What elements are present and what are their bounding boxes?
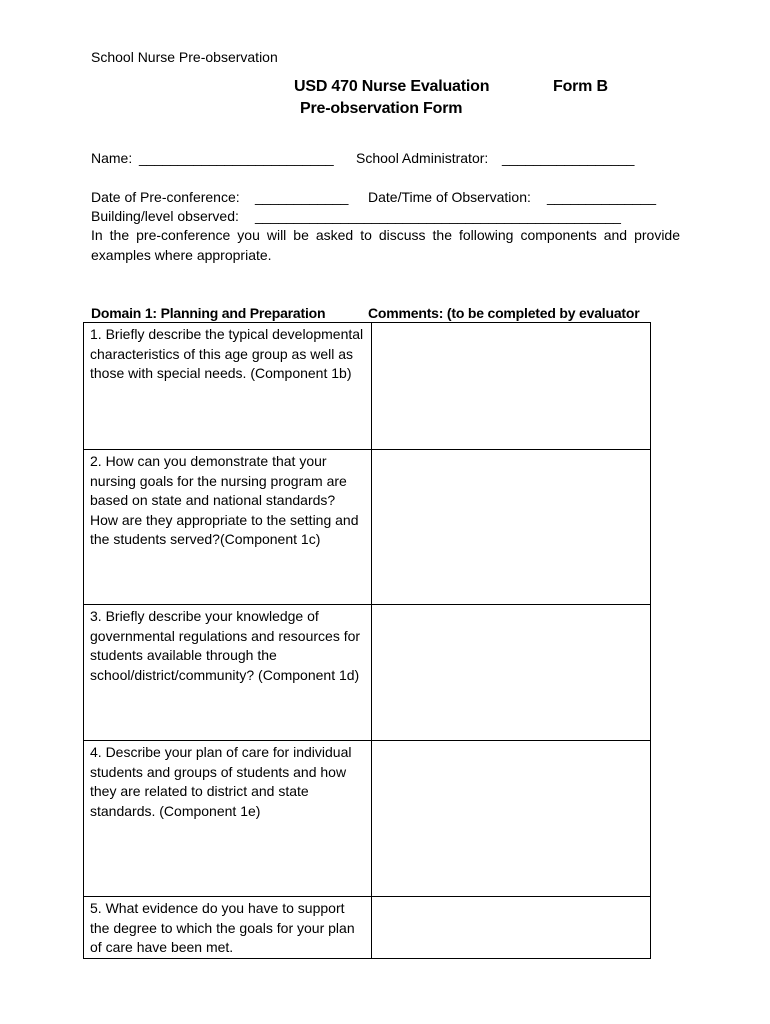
question-cell: 2. How can you demonstrate that your nursing goals for the nursing program are based on state and national standards? How are they appropriate to the setting and the students served?(Component 1c) [84,450,372,605]
table-row [84,450,651,605]
question-cell: 1. Briefly describe the typical developmental characteristics of this age group as well as those with special needs. (Component 1b) [84,323,372,450]
page-header: School Nurse Pre-observation [91,49,278,65]
table-row [84,897,651,959]
form-label: Form B [553,78,608,95]
comment-cell[interactable] [372,323,651,450]
table-row [84,323,651,450]
comment-cell[interactable] [372,450,651,605]
observation-datetime-label: Date/Time of Observation: [368,189,531,205]
intro-paragraph: In the pre-conference you will be asked to discuss the following components and provide examples where appropriate. [91,227,680,263]
name-label: Name: [91,150,133,166]
building-level-field[interactable]: _______________________________________________ [255,208,621,224]
question-cell: 4. Describe your plan of care for individual students and groups of students and how they are related to district and state standards. (Component 1e) [84,741,372,897]
preconference-date-field[interactable]: ____________ [255,189,349,205]
table-row [84,741,651,897]
domain-heading: Domain 1: Planning and Preparation [91,305,326,321]
form-subtitle: Pre-observation Form [300,100,463,117]
comment-cell[interactable] [372,605,651,741]
questions-table [83,322,651,959]
question-cell: 5. What evidence do you have to support the degree to which the goals for your plan of care have been met. [84,897,372,959]
comment-cell[interactable] [372,741,651,897]
question-cell: 3. Briefly describe your knowledge of governmental regulations and resources for students available through the school/district/community? (Component 1d) [84,605,372,741]
school-administrator-field[interactable]: _________________ [502,150,635,166]
comment-cell[interactable] [372,897,651,959]
preconference-date-label: Date of Pre-conference: [91,189,240,205]
school-administrator-label: School Administrator: [356,150,489,166]
form-title: USD 470 Nurse Evaluation [294,78,490,95]
name-field[interactable]: _________________________ [139,150,334,166]
building-level-label: Building/level observed: [91,208,239,224]
comments-heading: Comments: (to be completed by evaluator [368,305,640,321]
table-row [84,605,651,741]
observation-datetime-field[interactable]: ______________ [547,189,657,205]
